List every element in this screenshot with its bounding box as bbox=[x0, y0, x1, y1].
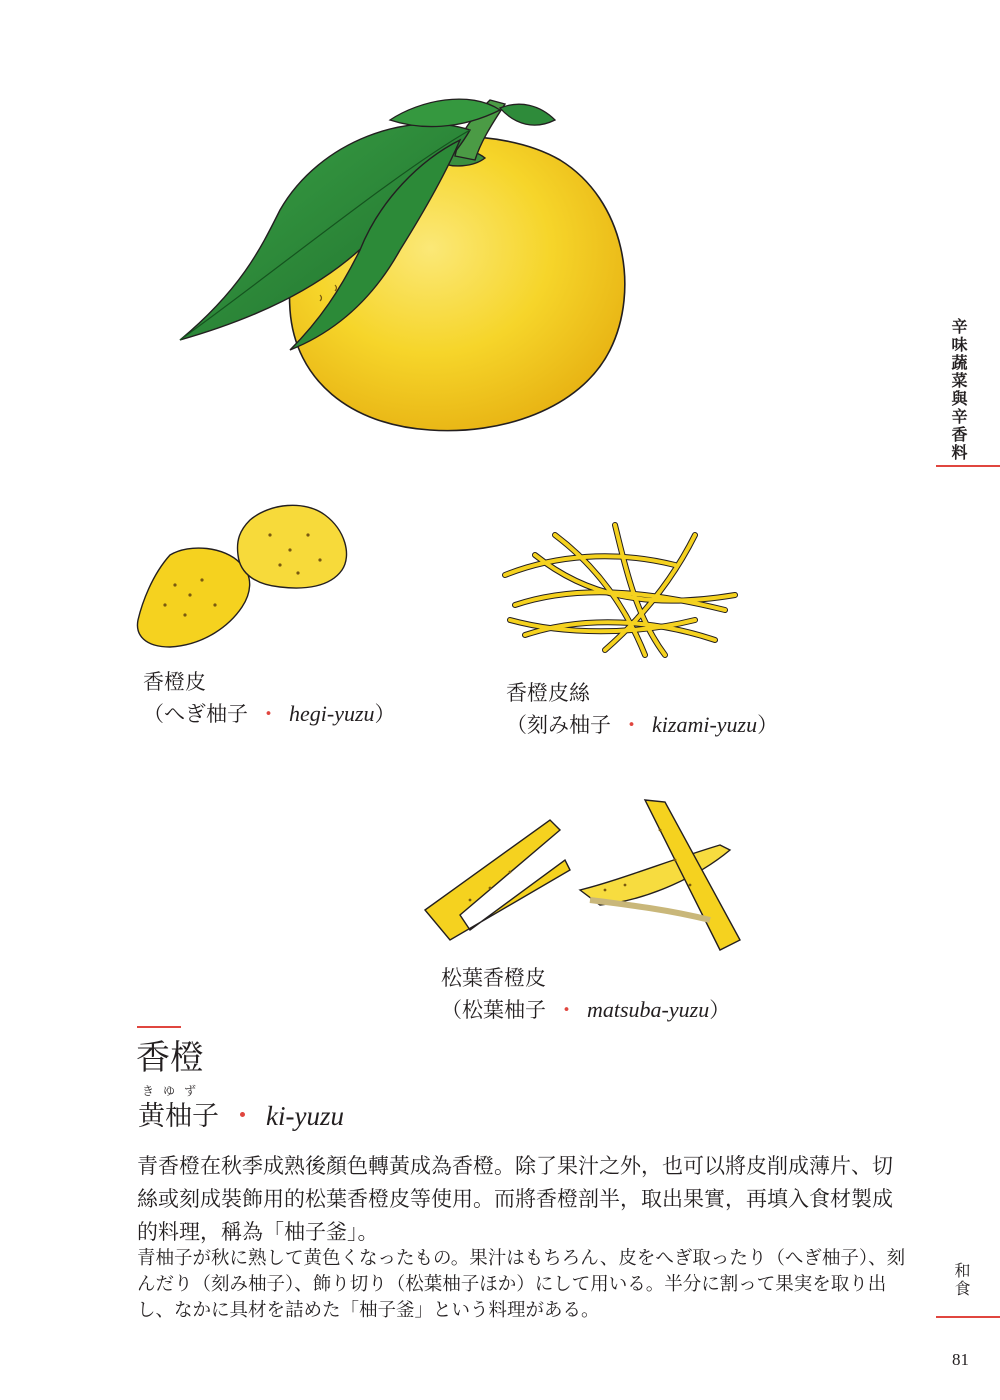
caption-kizami-close: ） bbox=[757, 713, 779, 737]
caption-hegi-ja: （へぎ柚子 bbox=[143, 702, 248, 726]
separator-dot: ・ bbox=[258, 702, 279, 726]
entry-kanji: 黄柚子 bbox=[138, 1101, 219, 1132]
caption-matsuba-yuzu bbox=[441, 962, 730, 1026]
caption-kizami-zh: 香橙皮絲 bbox=[506, 681, 590, 705]
caption-hegi-zh: 香橙皮 bbox=[143, 670, 206, 694]
peel-pieces-illustration bbox=[130, 495, 360, 655]
yuzu-fruit-illustration bbox=[170, 90, 640, 440]
entry-subtitle bbox=[138, 1098, 344, 1135]
caption-matsuba-ja: （松葉柚子 bbox=[441, 998, 546, 1022]
entry-title: 香橙 bbox=[136, 1038, 204, 1078]
entry-romaji: ki-yuzu bbox=[266, 1101, 344, 1131]
shredded-peel-illustration bbox=[495, 515, 745, 660]
chapter-side-rule bbox=[936, 465, 1000, 467]
caption-hegi-yuzu bbox=[143, 666, 396, 730]
entry-subtitle-block bbox=[138, 1084, 344, 1135]
chapter-side-title: 辛味蔬菜與辛香料 bbox=[949, 318, 968, 462]
separator-dot: ・ bbox=[621, 713, 642, 737]
category-side-rule bbox=[936, 1316, 1000, 1318]
heading-accent-rule bbox=[137, 1026, 181, 1028]
entry-body-chinese: 青香橙在秋季成熟後顏色轉黃成為香橙。除了果汁之外，也可以將皮削成薄片、切絲或刻成裝飾用的松葉香橙皮等使用。而將香橙剖半，取出果實，再填入食材製成的料理，稱為「柚子釜」。 bbox=[137, 1154, 893, 1244]
caption-matsuba-close: ） bbox=[709, 998, 731, 1022]
caption-kizami-ja: （刻み柚子 bbox=[506, 713, 611, 737]
entry-ruby: きゆず bbox=[142, 1084, 206, 1098]
leaf-4 bbox=[500, 104, 555, 125]
separator-dot: ・ bbox=[229, 1101, 256, 1132]
separator-dot: ・ bbox=[556, 998, 577, 1022]
caption-kizami-yuzu bbox=[506, 677, 778, 741]
caption-matsuba-romaji: matsuba-yuzu bbox=[587, 997, 710, 1022]
page-number: 81 bbox=[952, 1350, 969, 1369]
caption-matsuba-zh: 松葉香橙皮 bbox=[441, 966, 546, 990]
entry-body-japanese: 青柚子が秋に熟して黄色くなったもの。果汁はもちろん、皮をへぎ取ったり（へぎ柚子）、刻んだり（刻み柚子）、飾り切り（松葉柚子ほか）にして用いる。半分に割って果実を取り出し、なかに具材を詰めた「柚子釜」という料理がある。 bbox=[137, 1248, 906, 1321]
pine-needle-peel-illustration bbox=[420, 790, 750, 960]
caption-kizami-romaji: kizami-yuzu bbox=[652, 712, 758, 737]
caption-hegi-close: ） bbox=[374, 702, 396, 726]
caption-hegi-romaji: hegi-yuzu bbox=[289, 701, 375, 726]
category-side-label: 和食 bbox=[952, 1262, 971, 1298]
